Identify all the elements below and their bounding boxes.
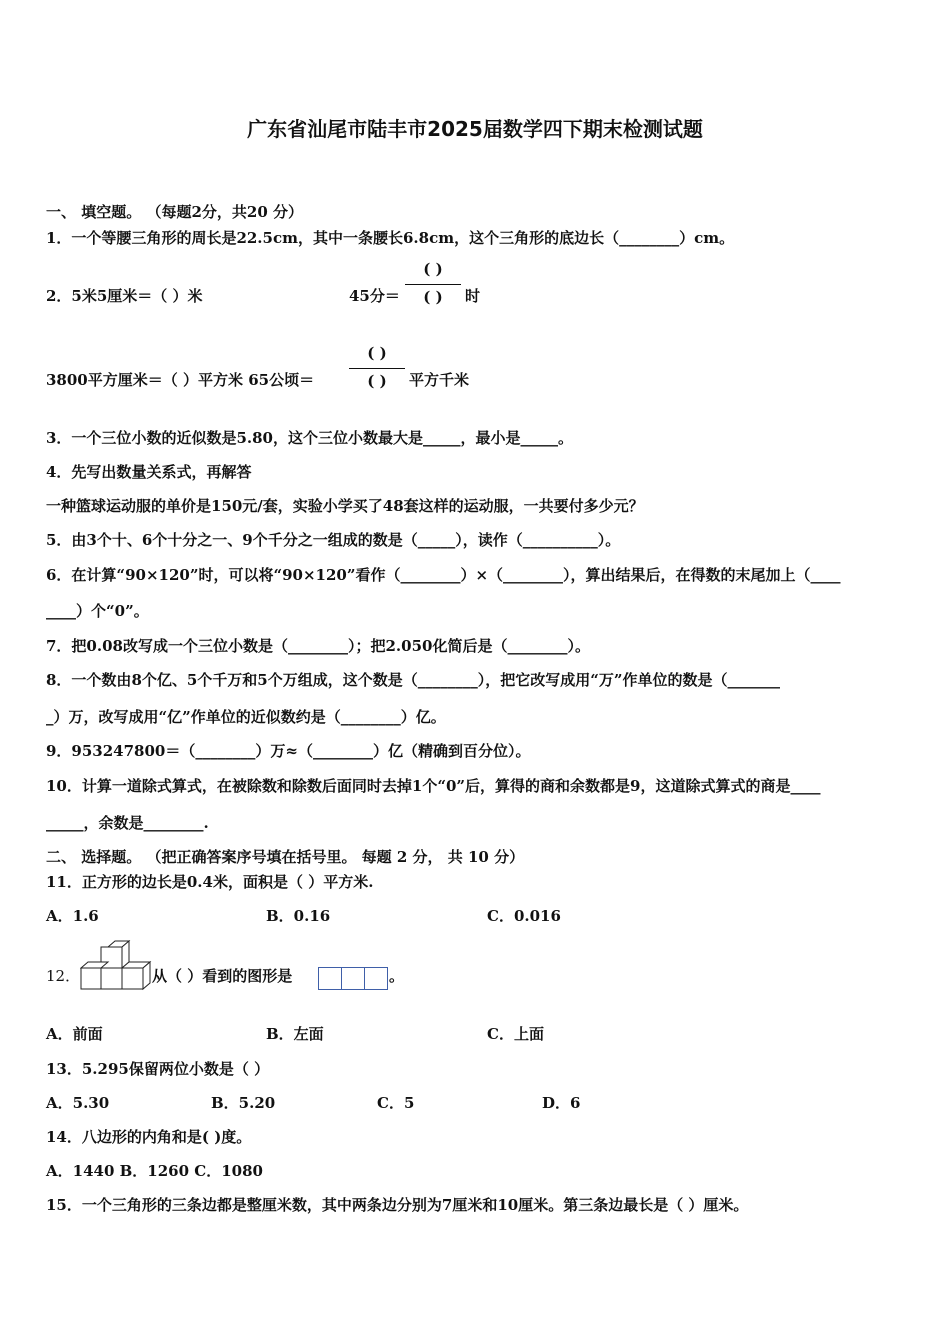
- section-2-heading: 二、 选择题。 （把正确答案序号填在括号里。 每题 2 分， 共 10 分）: [46, 848, 525, 866]
- fraction-sq-km: [349, 343, 405, 393]
- view-square: [318, 967, 342, 990]
- question-7: 7．把0.08改写成一个三位小数是（________）；把2.050化简后是（________）。: [46, 637, 590, 655]
- q11-option-b: B．0.16: [266, 907, 331, 925]
- question-4: 4．先写出数量关系式，再解答: [46, 463, 252, 481]
- q12-option-c: C．上面: [487, 1025, 544, 1043]
- question-15: 15．一个三角形的三条边都是整厘米数，其中两条边分别为7厘米和10厘米。第三条边最长是（ ）厘米。: [46, 1196, 749, 1214]
- cube-stack-icon: [80, 940, 152, 992]
- question-2c-unit: 平方千米: [409, 371, 470, 389]
- fraction-numerator: ( ): [423, 260, 443, 278]
- q11-option-a: A．1.6: [46, 907, 99, 925]
- q13-option-b: B．5.20: [211, 1094, 276, 1112]
- view-square: [341, 967, 365, 990]
- question-6-line1: 6．在计算“90×120”时，可以将“90×120”看作（________）×（________），算出结果后，在得数的末尾加上（____: [46, 566, 841, 584]
- fraction-numerator: ( ): [367, 344, 387, 362]
- question-2c: 3800平方厘米＝（ ）平方米 65公顷＝: [46, 371, 315, 389]
- question-2b-prefix: 45分＝: [349, 287, 400, 305]
- question-2a: 2．5米5厘米＝（ ）米: [46, 287, 203, 305]
- question-12-text: 从（ ）看到的图形是: [152, 967, 293, 985]
- q12-option-a: A．前面: [46, 1025, 103, 1043]
- fraction-bar: [405, 284, 461, 285]
- question-5: 5．由3个十、6个十分之一、9个千分之一组成的数是（_____），读作（__________）。: [46, 531, 621, 549]
- q13-option-a: A．5.30: [46, 1094, 110, 1112]
- question-14: 14．八边形的内角和是( )度。: [46, 1128, 252, 1146]
- q13-option-d: D．6: [542, 1094, 581, 1112]
- fraction-hours: [405, 259, 461, 309]
- question-11: 11．正方形的边长是0.4米，面积是（ ）平方米.: [46, 873, 374, 891]
- question-12-number: 12．: [46, 967, 81, 985]
- page-title: 广东省汕尾市陆丰市2025届数学四下期末检测试题: [247, 117, 703, 141]
- question-9: 9．953247800＝（________）万≈（________）亿（精确到百分位）。: [46, 742, 531, 760]
- question-3: 3．一个三位小数的近似数是5.80，这个三位小数最大是_____，最小是_____。: [46, 429, 573, 447]
- fraction-denominator: ( ): [367, 372, 387, 390]
- q11-option-c: C．0.016: [487, 907, 561, 925]
- question-12-end: 。: [389, 967, 405, 985]
- fraction-bar: [349, 368, 405, 369]
- question-4-body: 一种篮球运动服的单价是150元/套，实验小学买了48套这样的运动服，一共要付多少元？: [46, 497, 644, 515]
- question-10-line1: 10．计算一道除式算式，在被除数和除数后面同时去掉1个“0”后，算得的商和余数都是9，这道除式算式的商是____: [46, 777, 821, 795]
- question-13: 13．5.295保留两位小数是（ ）: [46, 1060, 270, 1078]
- section-1-heading: 一、 填空题。 （每题2分，共20 分）: [46, 203, 303, 221]
- answer-view-figure: [318, 967, 388, 990]
- question-1: 1．一个等腰三角形的周长是22.5cm，其中一条腰长6.8cm，这个三角形的底边长（________）cm。: [46, 229, 735, 247]
- question-10-line2: _____，余数是________.: [46, 814, 209, 832]
- fraction-denominator: ( ): [423, 288, 443, 306]
- q12-option-b: B．左面: [266, 1025, 324, 1043]
- q13-option-c: C．5: [377, 1094, 415, 1112]
- question-6-line2: ____）个“0”。: [46, 602, 149, 620]
- question-8-line2: _）万，改写成用“亿”作单位的近似数约是（________）亿。: [46, 708, 446, 726]
- view-square: [364, 967, 388, 990]
- question-2b-unit: 时: [465, 287, 481, 305]
- q14-options: A．1440 B．1260 C．1080: [46, 1162, 263, 1180]
- question-8-line1: 8．一个数由8个亿、5个千万和5个万组成，这个数是（________），把它改写成用“万”作单位的数是（_______: [46, 671, 781, 689]
- cube-stack-figure: [80, 940, 152, 992]
